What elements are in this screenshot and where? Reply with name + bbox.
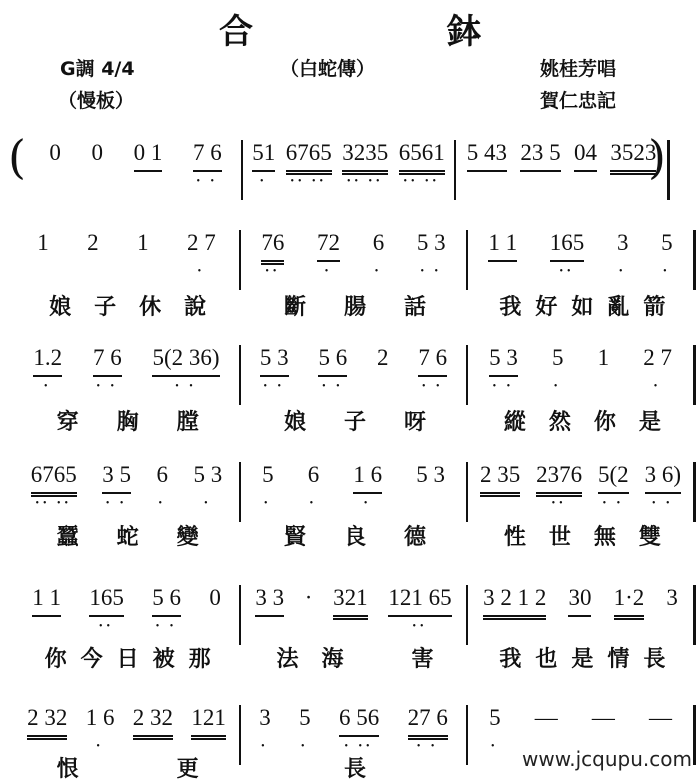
note-text: 3523 xyxy=(610,140,657,165)
low-octave-dots: • xyxy=(618,266,627,277)
note-text: 3 xyxy=(259,705,271,730)
lyric-group: 蠶蛇變 xyxy=(56,525,237,550)
note-text: 5 6 xyxy=(152,585,181,610)
note-text: 0 xyxy=(91,140,103,165)
note-group xyxy=(418,345,448,392)
low-octave-dots: •• xyxy=(551,498,567,509)
note-text: 0 xyxy=(209,585,221,610)
note-text: 6765 xyxy=(30,462,77,487)
low-octave-dots: • • xyxy=(416,741,439,752)
close-paren: ) xyxy=(648,130,666,184)
note-text: 5(2 36) xyxy=(152,345,220,370)
low-octave-dots: • xyxy=(204,498,212,509)
note-group xyxy=(333,585,368,620)
note-group xyxy=(85,705,115,752)
note-text: — xyxy=(534,705,558,730)
note-text: 6 xyxy=(156,462,168,487)
note-text: 7 6 xyxy=(92,345,122,370)
note-text: 5 3 xyxy=(259,345,289,370)
note-group xyxy=(49,140,61,170)
note-group xyxy=(192,140,222,187)
note-text: 1·2 xyxy=(613,585,645,610)
note-group xyxy=(549,230,585,277)
measure xyxy=(241,345,468,405)
note-group xyxy=(483,585,546,620)
lyric-group: 穿胸膛 xyxy=(56,410,237,435)
note-text: 3235 xyxy=(342,140,389,165)
note-group xyxy=(643,345,672,392)
measure xyxy=(30,140,243,200)
note-group xyxy=(307,462,320,509)
note-group xyxy=(191,705,226,740)
note-group xyxy=(416,230,446,277)
note-text: 27 6 xyxy=(407,705,448,730)
notation-system xyxy=(14,462,696,522)
low-octave-dots: • • xyxy=(652,498,674,509)
note-group xyxy=(187,230,216,277)
note-text: 5 6 xyxy=(318,345,348,370)
note-group xyxy=(262,462,274,509)
song-title: 合 鉢 xyxy=(219,12,561,52)
note-text: 2 35 xyxy=(479,462,521,487)
note-group xyxy=(33,345,63,392)
measure xyxy=(468,345,696,405)
note-group xyxy=(261,230,285,277)
low-octave-dots: • • xyxy=(263,381,286,392)
low-octave-dots: • • xyxy=(492,381,515,392)
note-group xyxy=(467,140,507,172)
note-group xyxy=(259,705,271,752)
lyric-group: 長 xyxy=(343,757,406,779)
note-group xyxy=(285,140,332,187)
low-octave-dots: • xyxy=(301,741,309,752)
low-octave-dots: • xyxy=(158,498,166,509)
low-octave-dots: •• xyxy=(265,266,281,277)
note-group xyxy=(193,462,223,509)
note-text: 1 6 xyxy=(85,705,115,730)
note-group xyxy=(299,705,311,752)
note-text: 3 3 xyxy=(255,585,285,610)
note-text: 7 6 xyxy=(192,140,222,165)
note-text: 121 65 xyxy=(388,585,452,610)
note-group xyxy=(489,705,501,752)
note-group xyxy=(156,462,169,509)
measure xyxy=(241,585,468,645)
note-text: 1.2 xyxy=(33,345,63,370)
low-octave-dots: • xyxy=(324,266,333,277)
lyric-group: 我好如亂箭 xyxy=(499,295,680,320)
note-text: 321 xyxy=(333,585,368,610)
notation-system xyxy=(8,130,670,200)
low-octave-dots: • xyxy=(264,498,272,509)
low-octave-dots: • xyxy=(197,266,206,277)
measure xyxy=(14,230,241,290)
note-text: 7 6 xyxy=(418,345,448,370)
note-text: 5 xyxy=(661,230,673,255)
note-group xyxy=(30,462,77,509)
note-group xyxy=(317,230,341,277)
low-octave-dots: • xyxy=(491,741,499,752)
note-text: 1 1 xyxy=(488,230,518,255)
low-octave-dots: •• xyxy=(99,621,115,632)
low-octave-dots: • • xyxy=(602,498,625,509)
measure xyxy=(14,345,241,405)
lyric-group: 性世無雙 xyxy=(503,525,684,550)
note-text: · xyxy=(304,585,313,610)
note-group xyxy=(666,585,678,615)
note-group xyxy=(614,585,645,620)
note-group xyxy=(137,230,149,260)
low-octave-dots: • • xyxy=(420,266,443,277)
note-group xyxy=(574,140,597,172)
note-group xyxy=(318,345,348,392)
measure xyxy=(241,230,468,290)
note-text: 5 3 xyxy=(416,230,446,255)
note-text: — xyxy=(648,705,672,730)
note-text: 5 3 xyxy=(489,345,518,370)
low-octave-dots: •• xyxy=(559,266,575,277)
note-group xyxy=(134,140,163,172)
note-group xyxy=(416,462,445,492)
low-octave-dots: •• •• xyxy=(35,498,72,509)
note-text: 5(2 xyxy=(598,462,629,487)
note-text: 1 6 xyxy=(353,462,383,487)
measure xyxy=(14,462,241,522)
low-octave-dots: •• •• xyxy=(403,176,440,187)
low-octave-dots: • • xyxy=(105,498,128,509)
note-group xyxy=(598,462,629,509)
note-text: 2 xyxy=(377,345,389,370)
note-group xyxy=(568,585,591,617)
note-text: 5 xyxy=(299,705,311,730)
note-group xyxy=(89,585,124,632)
note-text: 76 xyxy=(261,230,285,255)
note-text: 5 xyxy=(262,462,274,487)
note-text: 2 7 xyxy=(187,230,216,255)
measure xyxy=(468,585,696,645)
note-group xyxy=(536,462,583,509)
note-group xyxy=(37,230,49,260)
low-octave-dots: • •• xyxy=(344,741,374,752)
note-text: 6765 xyxy=(285,140,332,165)
note-group xyxy=(407,705,448,752)
low-octave-dots: • xyxy=(44,381,52,392)
note-group xyxy=(152,585,181,632)
note-group xyxy=(551,345,564,392)
low-octave-dots: • xyxy=(309,498,318,509)
measure xyxy=(456,140,670,200)
note-text: 3 xyxy=(666,585,678,610)
note-group xyxy=(305,585,313,615)
note-group xyxy=(133,705,173,740)
note-text: 0 1 xyxy=(133,140,163,165)
note-text: 2 32 xyxy=(132,705,174,730)
low-octave-dots: • xyxy=(663,266,671,277)
note-text: 04 xyxy=(573,140,597,165)
notation-system xyxy=(14,230,696,290)
note-text: 2376 xyxy=(536,462,583,487)
low-octave-dots: • • xyxy=(421,381,444,392)
note-text: 1 xyxy=(37,230,49,255)
low-octave-dots: •• xyxy=(412,621,428,632)
note-text: 6 xyxy=(372,230,385,255)
note-text: 3 xyxy=(616,230,629,255)
note-text: 3 2 1 2 xyxy=(483,585,547,610)
note-group xyxy=(489,345,518,392)
singer-credit: 姚桂芳唱 xyxy=(540,58,617,80)
note-group xyxy=(259,345,289,392)
note-text: 165 xyxy=(549,230,585,255)
measure xyxy=(14,585,241,645)
lyric-group: 你今日被那 xyxy=(44,647,225,672)
key-time-signature: G調 4/4 xyxy=(60,58,135,80)
note-group xyxy=(102,462,131,509)
note-text: 5 3 xyxy=(193,462,223,487)
low-octave-dots: • • xyxy=(175,381,197,392)
note-text: 121 xyxy=(191,705,226,730)
note-text: 1 xyxy=(137,230,149,255)
note-group xyxy=(610,140,656,175)
note-group xyxy=(480,462,520,497)
lyric-group: 法海 害 xyxy=(276,647,457,672)
note-text: 0 xyxy=(49,140,61,165)
lyric-group: 斷腸話 xyxy=(283,295,464,320)
note-group xyxy=(398,140,445,187)
note-group xyxy=(598,345,610,375)
note-text: 6 56 xyxy=(338,705,380,730)
recorder-credit: 賀仁忠記 xyxy=(540,90,617,112)
note-group xyxy=(488,230,517,262)
low-octave-dots: • xyxy=(553,381,562,392)
note-text: 5 43 xyxy=(466,140,507,165)
note-group xyxy=(353,462,383,509)
note-text: 3 5 xyxy=(102,462,131,487)
note-group xyxy=(535,705,558,735)
note-text: 5 xyxy=(551,345,564,370)
note-group xyxy=(616,230,629,277)
low-octave-dots: • xyxy=(653,381,662,392)
note-text: 3 6) xyxy=(644,462,682,487)
note-group xyxy=(92,345,122,392)
lyrics-line xyxy=(14,642,696,673)
note-group xyxy=(377,345,389,375)
note-group xyxy=(91,140,103,170)
note-group xyxy=(252,140,276,187)
low-octave-dots: • xyxy=(374,266,383,277)
note-text: 30 xyxy=(568,585,592,610)
lyrics-line xyxy=(14,405,696,436)
low-octave-dots: •• •• xyxy=(346,176,384,187)
low-octave-dots: • xyxy=(259,176,268,187)
measure xyxy=(468,462,696,522)
lyric-group: 恨 更 xyxy=(56,757,237,779)
note-text: 51 xyxy=(252,140,276,165)
note-text: 1 1 xyxy=(32,585,61,610)
watermark: www.jcqupu.com xyxy=(522,747,692,771)
lyrics-line xyxy=(14,520,696,551)
note-group xyxy=(27,705,67,740)
lyric-group: 我也是情長 xyxy=(499,647,680,672)
low-octave-dots: • • xyxy=(155,621,178,632)
lyric-group: 賢良德 xyxy=(283,525,464,550)
note-text: 2 7 xyxy=(643,345,672,370)
open-paren: ( xyxy=(8,130,26,184)
low-octave-dots: • • xyxy=(196,176,219,187)
measure xyxy=(468,230,696,290)
note-text: 5 3 xyxy=(416,462,445,487)
note-group xyxy=(649,705,672,735)
note-text: 2 xyxy=(87,230,99,255)
note-group xyxy=(661,230,673,277)
measure xyxy=(243,140,456,200)
lyric-group: 娘子休說 xyxy=(49,295,230,320)
note-group xyxy=(388,585,452,632)
note-group xyxy=(338,705,380,752)
low-octave-dots: • xyxy=(363,498,372,509)
note-text: 6561 xyxy=(398,140,445,165)
note-text: 72 xyxy=(317,230,341,255)
lyric-group: 娘子呀 xyxy=(283,410,464,435)
note-text: 2 32 xyxy=(27,705,68,730)
low-octave-dots: • • xyxy=(322,381,344,392)
note-group xyxy=(255,585,284,617)
note-text: 5 xyxy=(489,705,501,730)
note-group xyxy=(209,585,221,615)
low-octave-dots: • xyxy=(96,741,104,752)
note-text: 1 xyxy=(597,345,610,370)
low-octave-dots: •• •• xyxy=(290,176,327,187)
note-text: — xyxy=(591,705,615,730)
low-octave-dots: • xyxy=(261,741,269,752)
note-group xyxy=(644,462,682,509)
note-text: 6 xyxy=(307,462,320,487)
note-text: 23 5 xyxy=(520,140,561,165)
notation-system xyxy=(14,345,696,405)
lyric-group: 縱然你是 xyxy=(503,410,684,435)
source-opera: （白蛇傳） xyxy=(280,58,376,80)
note-group xyxy=(592,705,615,735)
notation-system xyxy=(14,585,696,645)
note-group xyxy=(87,230,99,260)
note-group xyxy=(152,345,220,392)
low-octave-dots: • • xyxy=(96,381,119,392)
lyrics-line xyxy=(14,290,696,321)
measure xyxy=(241,462,468,522)
note-group xyxy=(32,585,61,617)
note-group xyxy=(342,140,389,187)
note-group xyxy=(520,140,560,172)
note-text: 165 xyxy=(89,585,124,610)
note-group xyxy=(372,230,385,277)
tempo-marking: （慢板） xyxy=(58,90,135,112)
